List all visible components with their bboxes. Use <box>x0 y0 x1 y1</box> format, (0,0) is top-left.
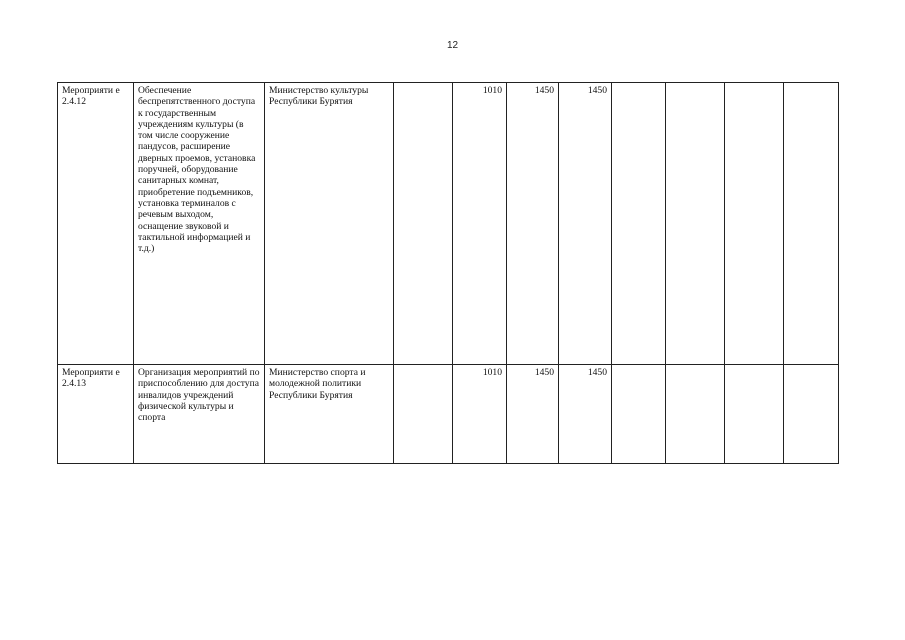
value-cell: 1450 <box>507 83 559 365</box>
value-cell <box>394 365 453 464</box>
value-cell <box>725 365 784 464</box>
value-cell <box>725 83 784 365</box>
value-cell: 1010 <box>453 365 507 464</box>
table-row <box>58 83 839 365</box>
value-cell <box>784 83 839 365</box>
value-cell: 1010 <box>453 83 507 365</box>
table-row <box>58 365 839 464</box>
value-cell: 1450 <box>559 365 612 464</box>
measure-id-cell: Мероприяти е 2.4.12 <box>58 83 134 365</box>
description-cell: Организация мероприятий по приспособлению для доступа инвалидов учреждений физической культуры и спорта <box>134 365 265 464</box>
value-cell <box>666 365 725 464</box>
executor-cell: Министерство спорта и молодежной политики Республики Бурятия <box>265 365 394 464</box>
value-cell <box>612 365 666 464</box>
value-cell <box>666 83 725 365</box>
executor-cell: Министерство культуры Республики Бурятия <box>265 83 394 365</box>
description-cell: Обеспечение беспрепятственного доступа к государственным учреждениям культуры (в том числе сооружение пандусов, расширение дверных проемов, установка поручней, оборудование санитарных комнат, приобретение подъемников, установка терминалов с речевым выходом, оснащение звуковой и тактильной информацией и т.д.) <box>134 83 265 365</box>
value-cell: 1450 <box>559 83 612 365</box>
value-cell <box>394 83 453 365</box>
program-measures-table <box>57 82 839 464</box>
page-number: 12 <box>446 40 459 51</box>
value-cell <box>612 83 666 365</box>
value-cell <box>784 365 839 464</box>
measure-id-cell: Мероприяти е 2.4.13 <box>58 365 134 464</box>
value-cell: 1450 <box>507 365 559 464</box>
